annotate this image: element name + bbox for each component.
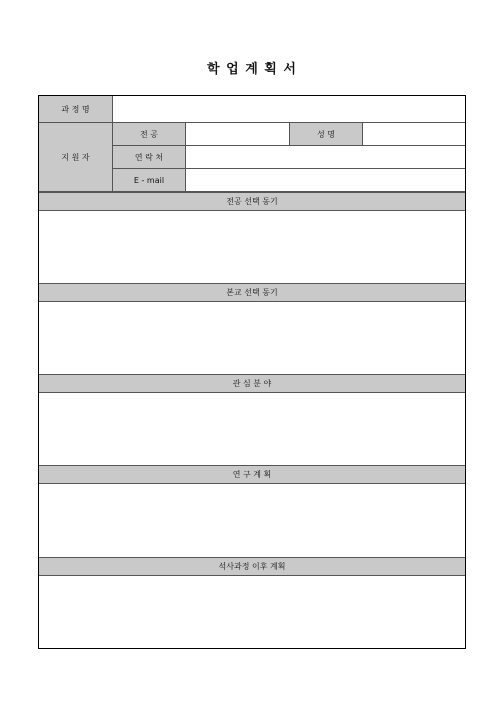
section-header-major-motivation: 전공 선택 동기 bbox=[39, 192, 465, 211]
major-input[interactable] bbox=[186, 123, 290, 146]
section-body-research-plan[interactable] bbox=[39, 484, 465, 557]
section-body-post-masters-plan[interactable] bbox=[39, 576, 465, 648]
email-label: E - mail bbox=[113, 169, 186, 192]
section-header-research-plan: 연 구 계 획 bbox=[39, 465, 465, 484]
contact-label: 연 락 처 bbox=[113, 146, 186, 169]
section-body-major-motivation[interactable] bbox=[39, 211, 465, 283]
study-plan-form bbox=[38, 95, 466, 649]
section-header-school-motivation: 본교 선택 동기 bbox=[39, 283, 465, 302]
name-label: 성 명 bbox=[290, 123, 363, 146]
program-label: 과 정 명 bbox=[39, 96, 113, 123]
section-body-interests[interactable] bbox=[39, 393, 465, 465]
section-header-interests: 관 심 분 야 bbox=[39, 374, 465, 393]
document-title: 학 업 계 획 서 bbox=[207, 62, 297, 77]
program-input[interactable] bbox=[113, 96, 465, 123]
major-label: 전 공 bbox=[113, 123, 186, 146]
name-input[interactable] bbox=[363, 123, 465, 146]
email-input[interactable] bbox=[186, 169, 465, 192]
section-header-post-masters-plan: 석사과정 이후 계획 bbox=[39, 557, 465, 576]
section-body-school-motivation[interactable] bbox=[39, 302, 465, 374]
applicant-label: 지 원 자 bbox=[39, 123, 113, 192]
contact-input[interactable] bbox=[186, 146, 465, 169]
